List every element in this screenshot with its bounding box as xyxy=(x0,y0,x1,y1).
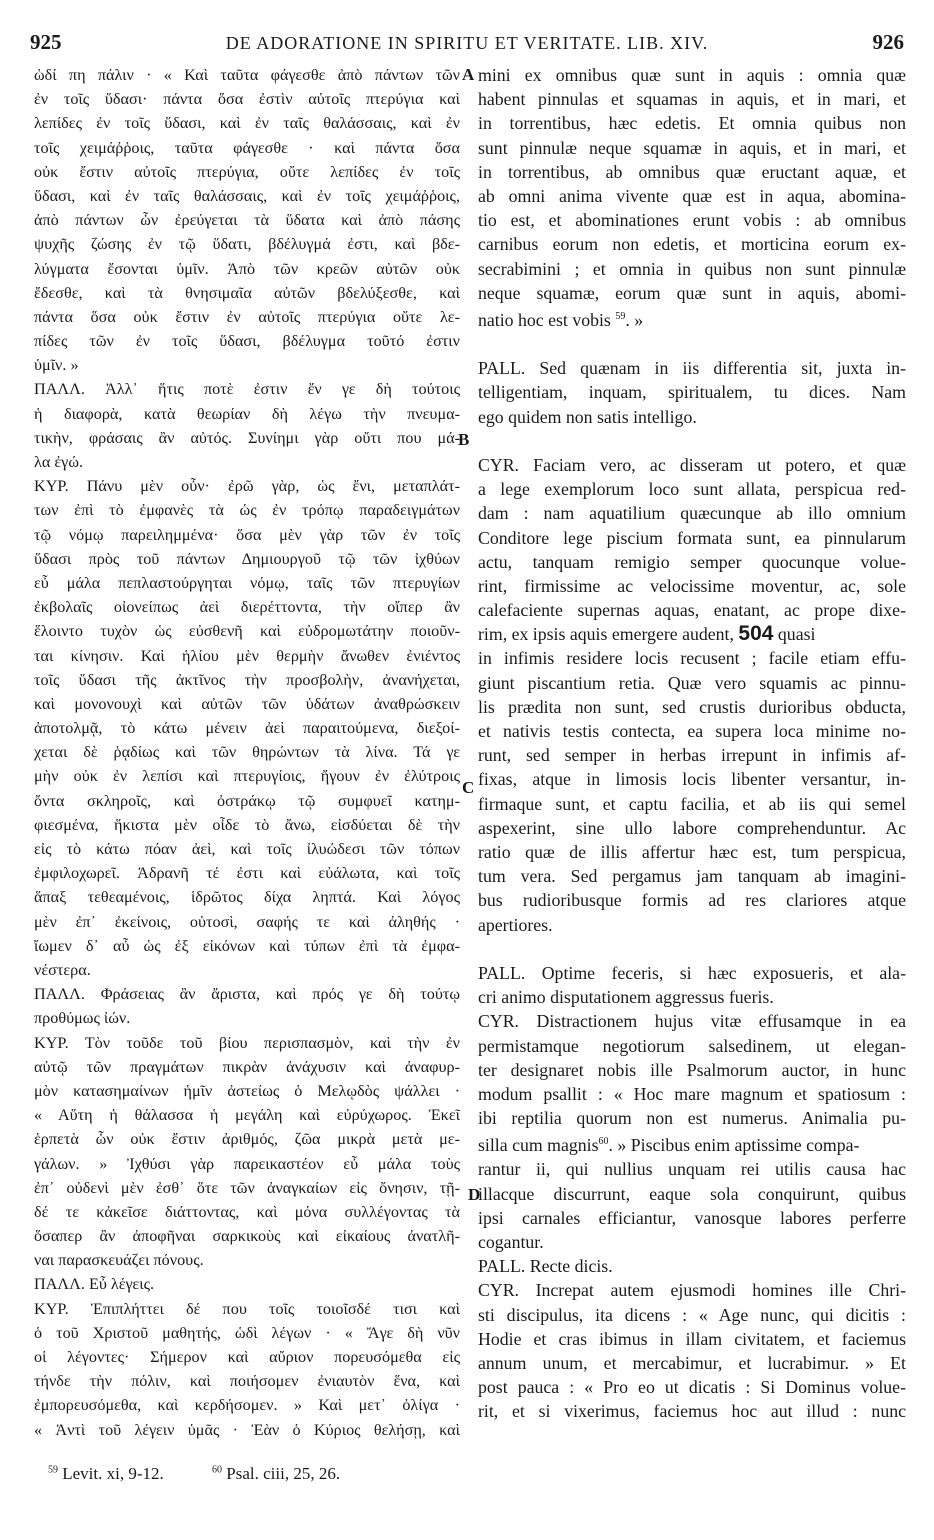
latin-line: runt, sed semper in herbas irrepunt in infimis af- xyxy=(478,745,906,766)
greek-line: νέστερα. xyxy=(34,960,91,979)
greek-line: ἅπαξ τεθεαμένοις, ἱδρῶτος δίχα ληπτά. Καὶ λόγος xyxy=(34,888,460,907)
latin-line: firmaque sunt, et captu facilia, et ab iis qui semel xyxy=(478,793,906,814)
latin-line: cogantur. xyxy=(478,1231,544,1252)
latin-line: a lege exemplorum loco sunt allata, perspicua red- xyxy=(478,479,906,500)
latin-line: rit, et si vixerimus, faciemus hoc aut illud : nunc xyxy=(478,1401,906,1422)
latin-line: tum vera. Sed pergamus jam tanquam ab imagini- xyxy=(478,866,906,887)
greek-line: εἰς τὸ κάτω πόαν ἀεὶ, καὶ τοῖς ἰλυώδεσι τῶν τόπων xyxy=(34,840,460,859)
greek-line: ἀπὸ πάντων ὧν ἐρεύγεται τὰ ὕδατα καὶ ἀπὸ πάσης xyxy=(34,211,460,230)
latin-close-quote: . » xyxy=(625,309,644,330)
greek-line: ἐν τοῖς ὕδασι· πάντα ὅσα ἐστὶν αὐτοῖς πτερύγια καὶ xyxy=(34,90,460,109)
greek-line: τήνδε τὴν πόλιν, καὶ ποιήσομεν ἐνιαυτὸν ἕνα, καὶ xyxy=(34,1372,460,1391)
greek-line: πάντα ὅσα οὐκ ἔστιν ἐν αὐτοῖς πτερύγια οὔτε λε- xyxy=(34,307,460,326)
latin-line: rint, firmissime ac velocissime moventur, ac, sole xyxy=(478,575,906,596)
greek-line: μὴν οὐκ ἐν λεπίσι καὶ πτερυγίοις, ἤγουν ἐν ἐλύτροις xyxy=(34,767,460,786)
latin-line: natio hoc est vobis xyxy=(478,309,611,330)
latin-line: secrabimini ; et omnia in quibus non sunt pinnulæ xyxy=(478,258,906,279)
greek-line: ψυχῆς ζώσης ἐν τῷ ὕδατι, βδέλυγμά ἐστι, καὶ βδε- xyxy=(34,235,460,254)
greek-line: ΚΥΡ. Ἐπιπλήττει δέ που τοῖς τοιοῖσδέ τισι καὶ xyxy=(34,1299,460,1318)
greek-line: τικὴν, φράσαις ἂν αὐτός. Συνίημι γὰρ οὔτι που μά- xyxy=(34,428,460,447)
latin-line: telligentiam, inquam, spiritualem, tu dices. Nam xyxy=(478,382,906,403)
latin-line: Conditore lege piscium formata sunt, ea pinnularum xyxy=(478,527,906,548)
greek-line: ὡδί πη πάλιν · « Καὶ ταῦτα φάγεσθε ἀπὸ πάντων τῶν xyxy=(34,66,460,84)
latin-line: CYR. Increpat autem ejusmodi homines ille Chri- xyxy=(478,1280,906,1301)
latin-line: PALL. Recte dicis. xyxy=(478,1256,613,1277)
greek-line: χεται δὲ ῥᾳδίως καὶ τῶν θηρώντων τὰ λίνα. Τά γε xyxy=(34,743,460,762)
greek-line: ὑμῖν. » xyxy=(34,356,79,375)
latin-line: ipsi carnales efficiantur, vanosque labores perferre xyxy=(478,1207,906,1228)
greek-line: « Αὕτη ἡ θάλασσα ἡ μεγάλη καὶ εὐρύχωρος. Ἐκεῖ xyxy=(34,1106,460,1125)
footnote-number: 59 xyxy=(48,1464,58,1476)
paragraph-gap xyxy=(478,937,906,961)
latin-line: et nativis testis contecta, ea supera loca minime no- xyxy=(478,721,906,742)
latin-line: sunt pinnulæ neque squamæ in aquis, et in mari, et xyxy=(478,137,906,158)
greek-line: λύγματα ἔσονται ὑμῖν. Ἀπὸ τῶν κρεῶν αὐτῶν οὐκ xyxy=(34,259,460,278)
latin-line: cri animo disputationem aggressus fueris. xyxy=(478,987,774,1008)
greek-line: ΠΑΛΛ. Ἀλλ᾽ ἥτις ποτὲ ἐστιν ἔν γε δὴ τούτοις xyxy=(34,380,460,399)
greek-line: ἐκβολαῖς οἰονείπως ἀεὶ διερέττοντα, τὴν οἴπερ ἂν xyxy=(34,598,460,617)
greek-line: αὐτῷ τῶν πραγμάτων πικρὰν ἀνάχυσιν καὶ ἀναφυρ- xyxy=(34,1057,460,1076)
margin-mark-b: B xyxy=(458,430,470,449)
footnote-number: 60 xyxy=(212,1464,223,1476)
latin-line-tail: quasi xyxy=(777,624,816,645)
latin-line: dam : nam aquatilium quæcunque ab illo omnium xyxy=(478,503,906,524)
greek-line: οἱ λέγοντες· Σήμερον καὶ αὔριον πορευσόμεθα εἰς xyxy=(34,1348,460,1367)
latin-line: habent pinnulas et squamas in aquis, et in mari, et xyxy=(478,89,906,110)
greek-line: ὅσαπερ ἂν ἀποφῆναι σαρκικοὺς καὶ εἰκαίους ἀνατλῆ- xyxy=(34,1227,460,1246)
latin-line: post pauca : « Pro eo ut dicatis : Si Dominus volue- xyxy=(478,1377,906,1398)
latin-line: ab omni anima vivente quæ est in aqua, abomina- xyxy=(478,185,906,206)
latin-column xyxy=(478,63,906,1423)
latin-line: ratio quæ de illis affertur hæc est, tum perspicua, xyxy=(478,841,906,862)
greek-line: ναι παρασκευάζει πόνους. xyxy=(34,1251,204,1270)
greek-line: ἔδεσθε, καὶ τὰ θνησιμαῖα αὐτῶν βδελύξεσθε, καὶ xyxy=(34,283,460,302)
running-head xyxy=(30,30,904,60)
footnote-59 xyxy=(48,1464,186,1483)
latin-line: tio est, et abominationes erunt vobis : ab omnibus xyxy=(478,210,906,231)
latin-line: neque squamæ, eorum quæ sunt in aquis, abomi- xyxy=(478,282,906,303)
latin-line: giunt piscantium retia. Quæ vero squamis ac pinnu- xyxy=(478,672,906,693)
footnote-text: Levit. xi, 9-12. xyxy=(62,1464,164,1483)
greek-line: ΠΑΛΛ. Εὖ λέγεις. xyxy=(34,1275,155,1294)
latin-line: sti discipulus, ita dicens : « Age nunc, qui dicitis : xyxy=(478,1304,906,1325)
latin-line-tail: . » Piscibus enim aptissime compa- xyxy=(608,1135,860,1156)
greek-line: μὲν ἐπ᾽ ἐκείνοις, οὑτοσὶ, σαφής τε καὶ ἀληθής · xyxy=(34,912,460,931)
greek-line: καὶ μονονουχὶ καὶ αὐτῶν τῶν ὑδάτων ἀναθρώσκειν xyxy=(34,694,460,713)
latin-line: calefaciente supernas aquas, enatant, ac prope dixe- xyxy=(478,600,906,621)
greek-line: λεπίδες ἐν τοῖς ὕδασι, καὶ ἐν ταῖς θαλάσσαις, καὶ ἐν xyxy=(34,114,460,133)
greek-line: ἴωμεν δ᾽ αὖ ὡς ἐξ εἰκόνων καὶ τύπων ἐπὶ τὰ ἐμφα- xyxy=(34,936,460,955)
greek-line: εὖ μάλα πεπλαστούργηται νόμῳ, ταῖς τῶν πτερυγίων xyxy=(34,573,460,592)
greek-line: ἐπ᾽ οὐδενὶ μὲν ἐσθ᾽ ὅτε τῶν ἀναγκαίων εἰς ὄνησιν, τῇ- xyxy=(34,1178,460,1197)
latin-line: rantur ii, qui nullius unquam rei utilis causa hac xyxy=(478,1159,906,1180)
latin-line: aspexerint, sine ullo labore comprehenduntur. Ac xyxy=(478,817,906,838)
greek-line: ται κίνησιν. Καὶ ἡλίου μὲν θερμὴν ἄνωθεν ἐνιέντος xyxy=(34,646,460,665)
greek-line: ΚΥΡ. Πάνυ μὲν οὖν· ἐρῶ γὰρ, ὡς ἔνι, μεταπλάτ- xyxy=(34,477,460,496)
greek-line: « Ἀντὶ τοῦ λέγειν ὑμᾶς · Ἐὰν ὁ Κύριος θελήσῃ, καὶ xyxy=(34,1420,460,1439)
greek-line: των ἐπὶ τὸ ἐμφανὲς τὰ ὡς ἐν τρόπῳ παραδειγμάτων xyxy=(34,501,460,520)
latin-line: CYR. Distractionem hujus vitæ effusamque in ea xyxy=(478,1011,906,1032)
margin-mark-a: A xyxy=(462,65,475,84)
greek-line: ἐμφιλοχωρεῖ. Ἀδρανῆ τέ ἐστι καὶ εὐάλωτα, καὶ τοῖς xyxy=(34,864,460,883)
greek-line: τοῖς ὕδασι τῆς ἀκτῖνος τὴν προσβολὴν, ἀνανήχεται, xyxy=(34,670,460,689)
greek-line: ἐμπορευσόμεθα, καὶ κερδήσομεν. » Καὶ μετ᾽ ὀλίγα · xyxy=(34,1396,460,1415)
greek-line: προθύμως ἰών. xyxy=(34,1009,131,1028)
latin-line-with-note xyxy=(478,1130,906,1157)
latin-line: annum unum, et mercabimur, et lucrabimur. » Et xyxy=(478,1352,906,1373)
greek-line: ἡ διαφορὰ, κατὰ θεωρίαν δὴ λέγω τὴν πνευμα- xyxy=(34,404,460,423)
margin-mark-d: D xyxy=(468,1185,481,1204)
latin-line: CYR. Faciam vero, ac disseram ut potero, et quæ xyxy=(478,454,906,475)
latin-line: rim, ex ipsis aquis emergere audent, xyxy=(478,624,734,645)
latin-line: PALL. Optime feceris, si hæc exposueris, et ala- xyxy=(478,962,906,983)
latin-line: ibi reptilia quorum non est numerus. Animalia pu- xyxy=(478,1108,906,1129)
column-marker-504: 504 xyxy=(738,622,774,646)
greek-line: φιεσμένα, ἥκιστα μὲν οἶδε τὸ ἄνω, εἰσδύεται δὲ τὴν xyxy=(34,815,460,834)
latin-line: ego quidem non satis intelligo. xyxy=(478,406,697,427)
latin-line: in infimis residere locis recusent ; facile etiam effu- xyxy=(478,648,906,669)
page-number-left: 925 xyxy=(30,30,62,54)
latin-line: permistamque negotiorum salsedinem, ut elegan- xyxy=(478,1035,906,1056)
greek-line: λα ἐγώ. xyxy=(34,453,84,472)
greek-line: ἀποτολμᾷ, τὸ κάτω μένειν ἀεὶ παραιτούμενα, διεξοί- xyxy=(34,719,460,738)
greek-column xyxy=(34,63,460,1442)
page-number-right: 926 xyxy=(872,30,904,54)
latin-line: fixas, atque in limosis locis libenter versantur, in- xyxy=(478,769,906,790)
latin-line: silla cum magnis xyxy=(478,1135,599,1156)
page-title: DE ADORATIONE IN SPIRITU ET VERITATE. LIB. XIV. xyxy=(225,33,709,53)
greek-line: δέ τε κἀκεῖσε διάττοντας, καὶ μόνα συλλέγοντας τὰ xyxy=(34,1202,460,1221)
greek-line: ὕδασι, καὶ ἐν ταῖς θαλάσσαις, καὶ ἐν τοῖς χειμάῤῥοις, xyxy=(34,186,460,205)
greek-line: τοῖς χειμάῤῥοις, ταῦτα φάγεσθε · καὶ πάντα ὅσα xyxy=(34,138,460,157)
footnote-text: Psal. ciii, 25, 26. xyxy=(226,1464,341,1483)
latin-line: Hodie et cras ibimus in illam civitatem, et faciemus xyxy=(478,1328,906,1349)
greek-line: ὁ τοῦ Χριστοῦ μαθητής, ὡδὶ λέγων · « Ἄγε δὴ νῦν xyxy=(34,1323,460,1342)
latin-line-with-marker xyxy=(478,622,906,646)
latin-line: ter designaret nobis ille Psalmorum auctor, in hunc xyxy=(478,1059,906,1080)
greek-line: ἑρπετὰ ὧν οὐκ ἔστιν ἀριθμός, ζῶα μικρὰ μετὰ με- xyxy=(34,1130,460,1149)
latin-line: illacque discurrunt, eaque sola conquirunt, quibus xyxy=(478,1183,906,1204)
footnote-ref-60: 60 xyxy=(598,1136,609,1148)
latin-line: actu, tanquam remigio semper quocunque volue- xyxy=(478,551,906,572)
latin-line: in torrentibus, hæc edetis. Et omnia quibus non xyxy=(478,113,906,134)
latin-line: bus rudioribusque formis ad res clariores atque xyxy=(478,890,906,911)
margin-mark-c: C xyxy=(462,778,475,797)
latin-line: modum psallit : « Hoc mare magnum et spatiosum : xyxy=(478,1083,906,1104)
greek-line: ΠΑΛΛ. Φράσειας ἂν ἄριστα, καὶ πρός γε δὴ τούτῳ xyxy=(34,985,460,1004)
greek-line: ΚΥΡ. Τὸν τοῦδε τοῦ βίου περισπασμὸν, καὶ τὴν ἐν xyxy=(34,1033,460,1052)
footnote-ref-59: 59 xyxy=(615,310,626,322)
greek-line: τῷ νόμῳ παρειλημμένα· ὅσα μὲν γὰρ τῶν ἐν τοῖς xyxy=(34,525,460,544)
latin-line: in torrentibus, ab omnibus quæ eructant aquæ, et xyxy=(478,161,906,182)
latin-line: lis prædita non sunt, sed crustis durioribus obducta, xyxy=(478,696,906,717)
greek-line: ὄντα σκληροῖς, καὶ ὀστράκῳ τῷ συμφυεῖ κατημ- xyxy=(34,791,460,810)
greek-line: ὕδασι πρὸς τοῦ πάντων Δημιουργοῦ τῷ τῶν ἰχθύων xyxy=(34,549,460,568)
greek-line: ἕλοιντο τυχὸν ὡς εὐσθενῆ καὶ εὐδρομωτάτην ποιοῦν- xyxy=(34,622,460,641)
latin-line: mini ex omnibus quæ sunt in aquis : omnia quæ xyxy=(478,65,906,85)
latin-line-with-note xyxy=(478,305,906,332)
greek-line: οὐκ ἔστιν αὐτοῖς πτερύγια, οὔτε λεπίδες ἐν τοῖς xyxy=(34,162,460,181)
greek-line: γάλων. » Ἰχθύσι γὰρ παρεικαστέον εὖ μάλα τοὺς xyxy=(34,1154,460,1173)
paragraph-gap xyxy=(478,332,906,356)
paragraph-gap xyxy=(478,429,906,453)
latin-line: apertiores. xyxy=(478,914,553,935)
greek-line: μὸν κατασημαίνων ἡμῖν ἀστείως ὁ Μελῳδὸς ψάλλει · xyxy=(34,1081,460,1100)
latin-line: carnibus eorum non edetis, et morticina eorum ex- xyxy=(478,234,906,255)
footnotes xyxy=(48,1464,384,1484)
footnote-60 xyxy=(212,1464,362,1483)
latin-line: PALL. Sed quænam in iis differentia sit, juxta in- xyxy=(478,358,906,379)
greek-line: πίδες τῶν ἐν τοῖς ὕδασι, βδέλυγμα τοῦτό ἐστιν xyxy=(34,332,460,351)
